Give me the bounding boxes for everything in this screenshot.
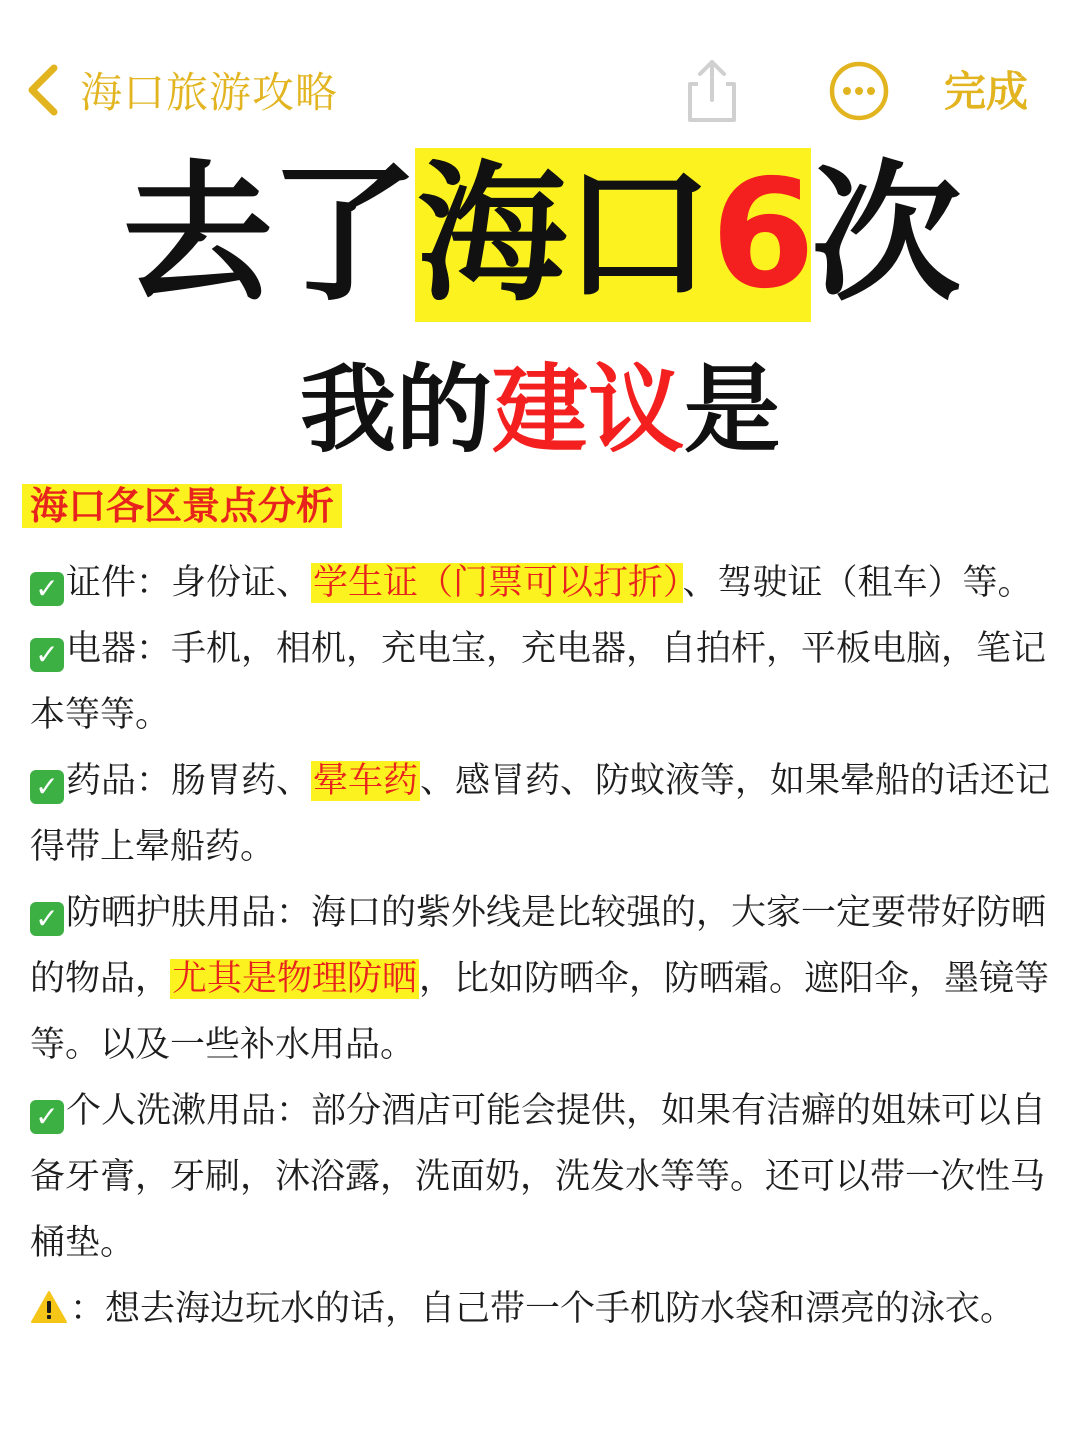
check-icon: ✓ [30,1100,64,1134]
subheadline [0,350,1080,470]
list-item [30,1276,1054,1342]
subheadline-part: 是 [684,354,780,466]
warning-icon [30,1280,68,1314]
item-highlight: 尤其是物理防晒 [172,959,418,999]
more-icon[interactable] [828,60,890,122]
check-icon: ✓ [30,572,64,606]
headline [0,150,1080,320]
subheadline-part: 我的 [300,354,492,466]
note-title: 海口旅游攻略 [80,68,339,117]
item-text: 、感冒药、防蚊液等，如果晕船的话还记得带上晕船药。 [30,761,1051,867]
share-icon[interactable] [680,56,744,126]
chevron-left-icon[interactable] [18,58,66,122]
note-body[interactable] [30,550,1054,1342]
list-item [30,616,1054,748]
item-text: 电器：手机，相机，充电宝，充电器，自拍杆，平板电脑，笔记本等等。 [30,629,1047,735]
item-text: 、驾驶证（租车）等。 [682,563,1033,603]
item-highlight: 学生证（门票可以打折） [313,563,681,603]
section-label: 海口各区景点分析 [22,484,342,528]
navigation-bar [0,40,1080,140]
headline-part: 次 [811,148,958,322]
item-highlight: 晕车药 [313,761,419,801]
check-icon: ✓ [30,770,64,804]
item-text: 证件：身份证、 [66,563,312,603]
done-button[interactable]: 完成 [944,67,1029,116]
list-item [30,1078,1054,1276]
check-icon: ✓ [30,902,64,936]
headline-part: 去了 [122,148,415,322]
headline-number: 6 [710,148,812,322]
subheadline-highlight: 建议 [492,354,684,466]
list-item [30,748,1054,880]
list-item [30,550,1054,616]
headline-highlight: 海口 [416,148,709,322]
back-button[interactable] [18,58,338,122]
item-text: ：想去海边玩水的话，自己带一个手机防水袋和漂亮的泳衣。 [70,1289,1016,1329]
check-icon: ✓ [30,638,64,672]
item-text: 防晒护肤用品：海口的紫外线是比较强的，大家一定要带好防晒的物品， [30,893,1047,999]
item-text: ，比如防晒伞，防晒霜。遮阳伞，墨镜等等。以及一些补水用品。 [30,959,1050,1065]
item-text: 药品：肠胃药、 [66,761,312,801]
item-text: 个人洗漱用品：部分酒店可能会提供，如果有洁癖的姐妹可以自备牙膏，牙刷，沐浴露，洗面奶，洗发水等等。还可以带一次性马桶垫。 [30,1091,1047,1263]
list-item [30,880,1054,1078]
